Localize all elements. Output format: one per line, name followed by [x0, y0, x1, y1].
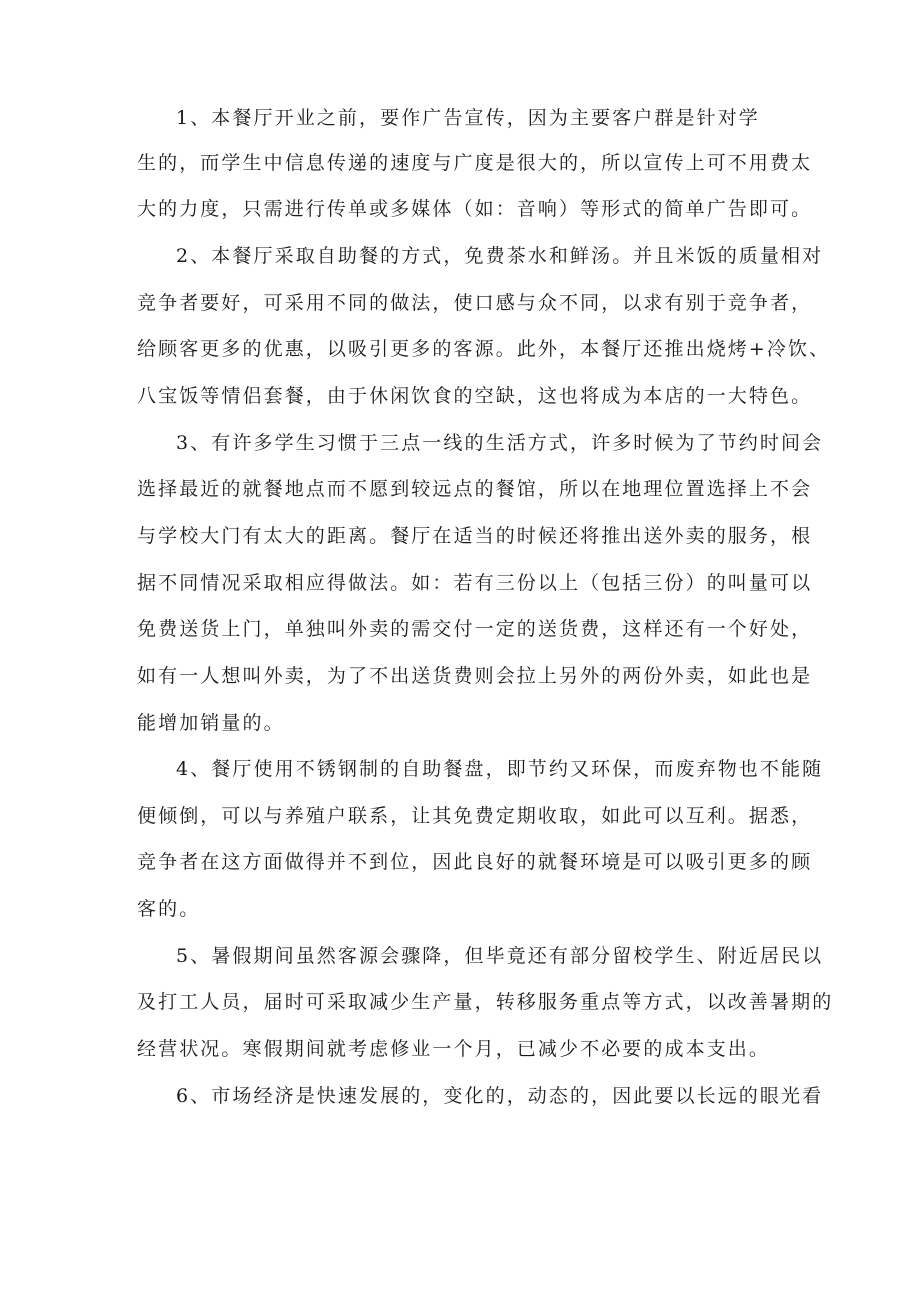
- paragraph-2-line-2: 竞争者要好，可采用不同的做法，使口感与众不同，以求有别于竞争者，: [137, 292, 813, 314]
- paragraph-1-line-3: 大的力度，只需进行传单或多媒体（如：音响）等形式的简单广告即可。: [137, 198, 813, 220]
- paragraph-3-line-7: 能增加销量的。: [137, 712, 285, 734]
- paragraph-3-line-1: 3、有许多学生习惯于三点一线的生活方式，许多时候为了节约时间会: [176, 432, 824, 454]
- paragraph-4-line-1: 4、餐厅使用不锈钢制的自助餐盘，即节约又环保，而废弃物也不能随: [176, 758, 824, 780]
- paragraph-1-line-1: 1、本餐厅开业之前，要作广告宣传，因为主要客户群是针对学: [176, 107, 760, 129]
- paragraph-3-line-2: 选择最近的就餐地点而不愿到较远点的餐馆，所以在地理位置选择上不会: [137, 478, 813, 500]
- paragraph-1-line-2: 生的，而学生中信息传递的速度与广度是很大的，所以宣传上可不用费太: [137, 152, 813, 174]
- paragraph-3-line-5: 免费送货上门，单独叫外卖的需交付一定的送货费，这样还有一个好处，: [137, 618, 813, 640]
- paragraph-2-line-1: 2、本餐厅采取自助餐的方式，免费茶水和鲜汤。并且米饭的质量相对: [176, 245, 824, 267]
- paragraph-2-line-4: 八宝饭等情侣套餐，由于休闲饮食的空缺，这也将成为本店的一大特色。: [137, 385, 813, 407]
- paragraph-5-line-2: 及打工人员，届时可采取减少生产量，转移服务重点等方式，以改善暑期的: [137, 991, 834, 1013]
- paragraph-2-line-3: 给顾客更多的优惠，以吸引更多的客源。此外，本餐厅还推出烧烤+冷饮、: [137, 338, 831, 360]
- paragraph-4-line-2: 便倾倒，可以与养殖户联系，让其免费定期收取，如此可以互利。据悉，: [137, 805, 813, 827]
- paragraph-3-line-4: 据不同情况采取相应得做法。如：若有三份以上（包括三份）的叫量可以: [137, 572, 813, 594]
- paragraph-4-line-3: 竞争者在这方面做得并不到位，因此良好的就餐环境是可以吸引更多的顾: [137, 851, 813, 873]
- paragraph-6-line-1: 6、市场经济是快速发展的，变化的，动态的，因此要以长远的眼光看: [176, 1085, 824, 1107]
- paragraph-5-line-3: 经营状况。寒假期间就考虑修业一个月，已减少不必要的成本支出。: [137, 1038, 771, 1060]
- paragraph-5-line-1: 5、暑假期间虽然客源会骤降，但毕竟还有部分留校学生、附近居民以: [176, 945, 824, 967]
- paragraph-3-line-3: 与学校大门有太大的距离。餐厅在适当的时候还将推出送外卖的服务，根: [137, 525, 813, 547]
- paragraph-3-line-6: 如有一人想叫外卖，为了不出送货费则会拉上另外的两份外卖，如此也是: [137, 665, 813, 687]
- paragraph-4-line-4: 客的。: [137, 898, 201, 920]
